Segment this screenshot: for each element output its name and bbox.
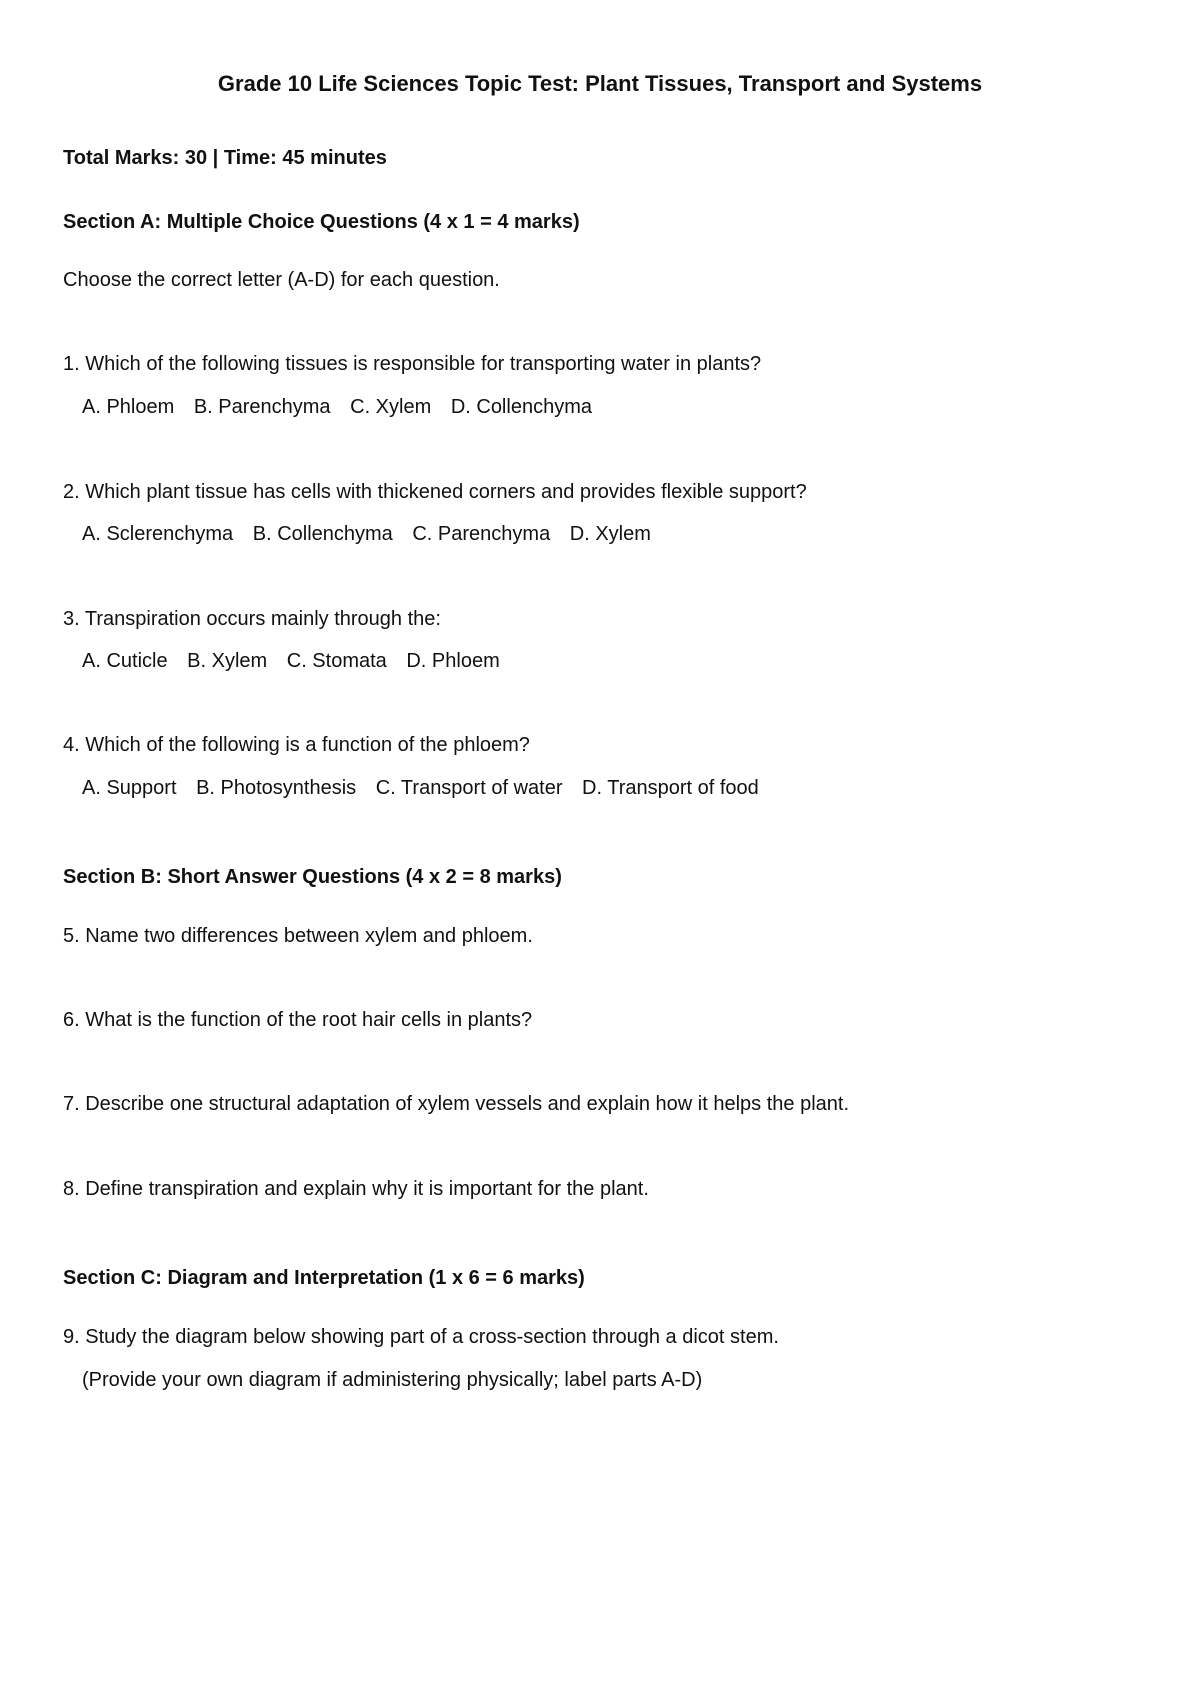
option: C. Stomata (286, 650, 387, 672)
option: B. Xylem (187, 650, 268, 672)
question-2: 2. Which plant tissue has cells with thickened corners and provides flexible support? (63, 481, 807, 503)
section-c-heading: Section C: Diagram and Interpretation (1 x 6 = 6 marks) (63, 1267, 585, 1289)
question-9-note: (Provide your own diagram if administering physically; label parts A-D) (82, 1369, 703, 1391)
option: A. Sclerenchyma (82, 523, 234, 545)
question-1: 1. Which of the following tissues is responsible for transporting water in plants? (63, 353, 762, 375)
option: C. Xylem (350, 396, 432, 418)
option: D. Collenchyma (450, 396, 592, 418)
section-a-instruction: Choose the correct letter (A-D) for each question. (63, 269, 500, 291)
page-title: Grade 10 Life Sciences Topic Test: Plant Tissues, Transport and Systems (217, 71, 983, 96)
option: B. Collenchyma (252, 523, 393, 545)
option: D. Xylem (569, 523, 651, 545)
question-7: 7. Describe one structural adaptation of xylem vessels and explain how it helps the plant. (63, 1093, 849, 1115)
question-6: 6. What is the function of the root hair cells in plants? (63, 1009, 533, 1031)
question-3-options (82, 648, 500, 674)
option: D. Transport of food (582, 777, 759, 799)
test-meta: Total Marks: 30 | Time: 45 minutes (63, 147, 387, 169)
option: A. Cuticle (82, 650, 168, 672)
question-1-options (82, 394, 592, 420)
option: B. Photosynthesis (196, 777, 357, 799)
question-5: 5. Name two differences between xylem and phloem. (63, 925, 533, 947)
question-2-options (82, 521, 651, 547)
option: D. Phloem (406, 650, 500, 672)
option: A. Phloem (82, 396, 175, 418)
question-3: 3. Transpiration occurs mainly through the: (63, 608, 441, 630)
option: C. Transport of water (375, 777, 563, 799)
option: B. Parenchyma (193, 396, 331, 418)
option: C. Parenchyma (412, 523, 551, 545)
question-8: 8. Define transpiration and explain why it is important for the plant. (63, 1178, 649, 1200)
question-4: 4. Which of the following is a function of the phloem? (63, 734, 530, 756)
question-4-options (82, 775, 759, 801)
option: A. Support (82, 777, 177, 799)
section-a-heading: Section A: Multiple Choice Questions (4 x 1 = 4 marks) (63, 211, 580, 233)
section-b-heading: Section B: Short Answer Questions (4 x 2 = 8 marks) (63, 866, 562, 888)
question-9: 9. Study the diagram below showing part of a cross-section through a dicot stem. (63, 1326, 779, 1348)
